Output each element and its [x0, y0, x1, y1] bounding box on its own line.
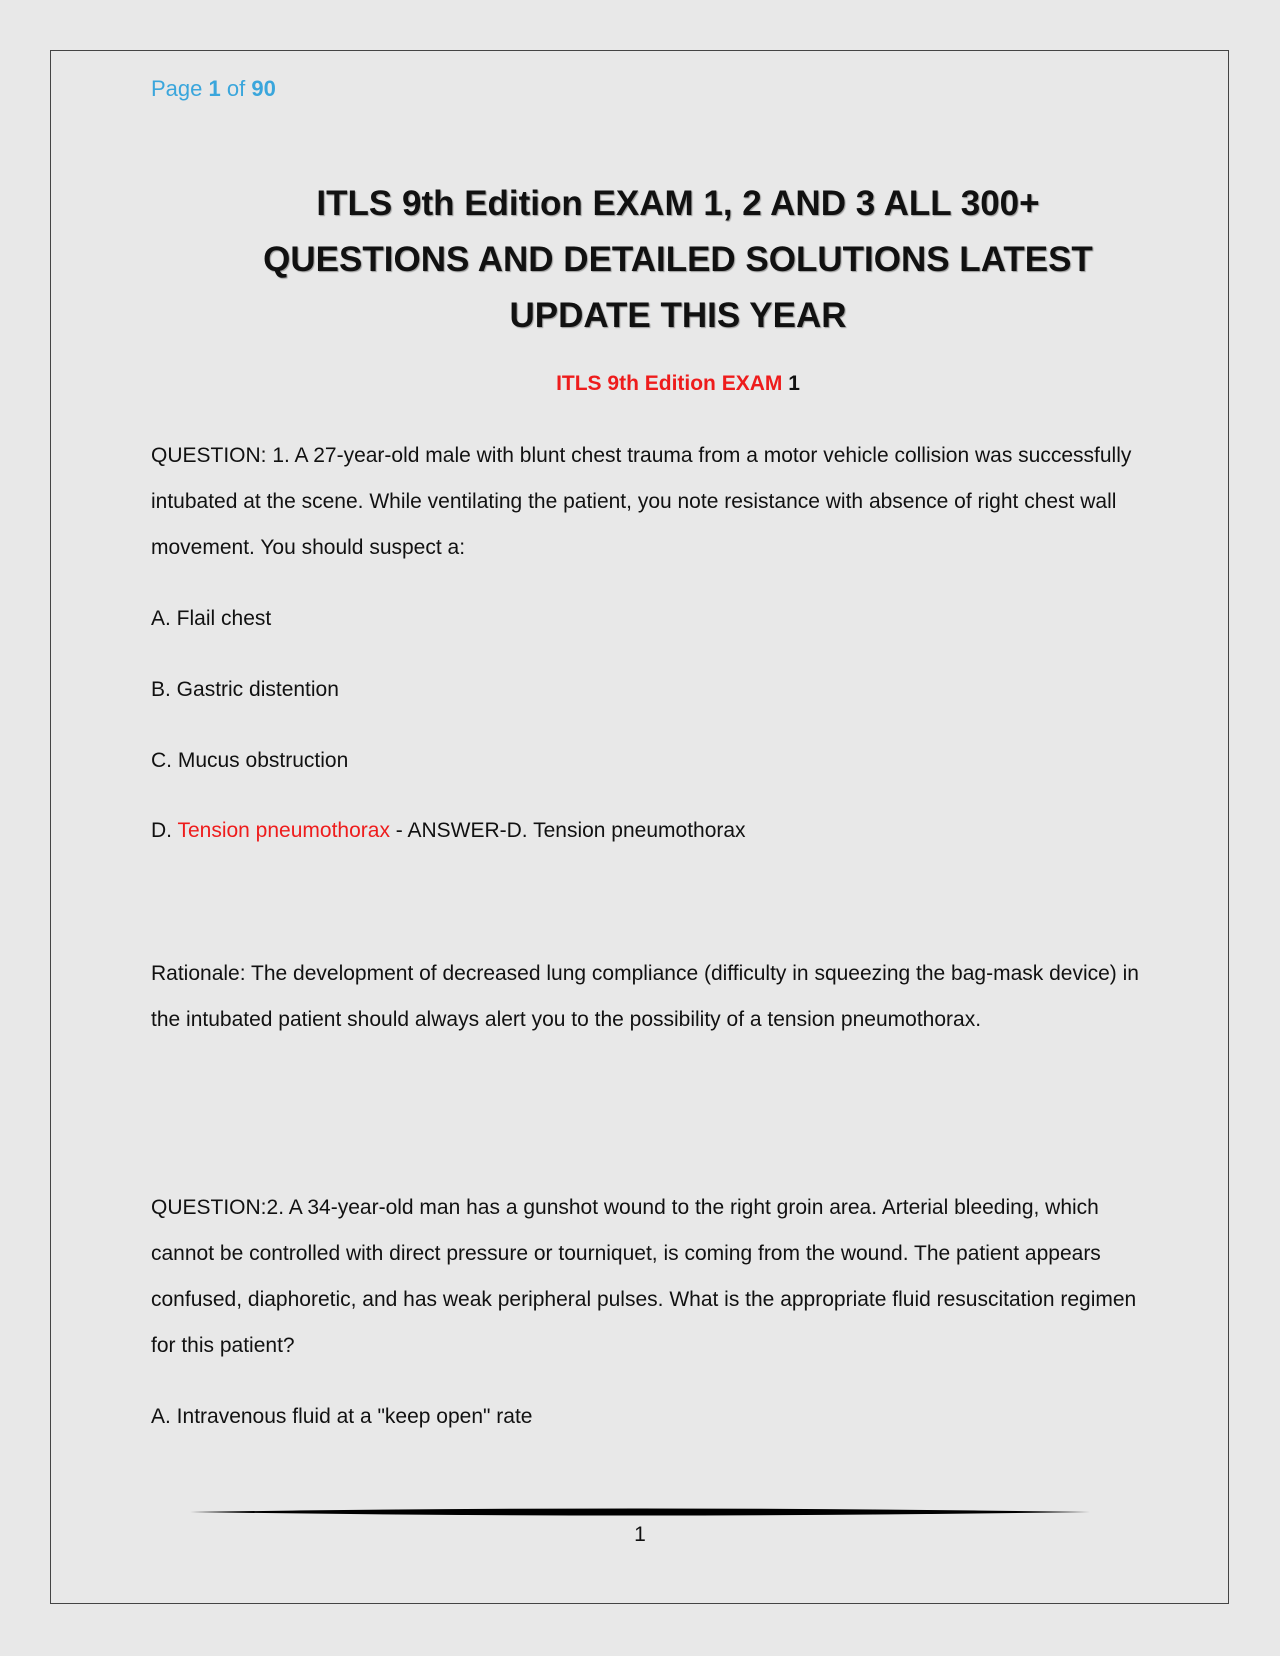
- footer-page-number: 1: [634, 1523, 646, 1546]
- title-line-1: ITLS 9th Edition EXAM 1, 2 AND 3 ALL 300+: [316, 184, 1040, 223]
- option-d-answer: - ANSWER-D. Tension pneumothorax: [395, 819, 746, 842]
- title-line-2: QUESTIONS AND DETAILED SOLUTIONS LATEST: [263, 240, 1093, 279]
- page-counter: [151, 76, 276, 102]
- exam-heading-number: 1: [788, 372, 800, 395]
- footer-divider: [190, 1505, 1090, 1519]
- question-1-rationale: Rationale: The development of decreased lung compliance (difficulty in squeezing the bag-mask device) in the intubated patient should always alert you to the possibility of a tension pneumothorax.: [151, 962, 1139, 1031]
- title-line-3: UPDATE THIS YEAR: [509, 296, 847, 335]
- question-1-option-b: B. Gastric distention: [151, 678, 339, 701]
- question-2-text: QUESTION:2. A 34-year-old man has a gunshot wound to the right groin area. Arterial bleeding, which cannot be controlled with direct pressure or tourniquet, is coming from the wound. The patient appears confused, diaphoretic, and has weak peripheral pulses. What is the appropriate fluid resuscitation regimen for this patient?: [151, 1196, 1137, 1357]
- page-of: of: [226, 76, 246, 101]
- exam-heading: [200, 372, 1156, 396]
- option-d-highlight: Tension pneumothorax: [177, 819, 390, 842]
- page-word: Page: [151, 76, 203, 101]
- question-1-text: QUESTION: 1. A 27-year-old male with blunt chest trauma from a motor vehicle collision was successfully intubated at the scene. While ventilating the patient, you note resistance with absence of right chest wall movement. You should suspect a:: [151, 444, 1132, 559]
- question-1-option-d: [151, 808, 1141, 854]
- question-1-option-a: A. Flail chest: [151, 607, 272, 630]
- page-current: 1: [208, 76, 221, 101]
- document-title: [200, 176, 1156, 344]
- option-d-prefix: D.: [151, 819, 172, 842]
- exam-heading-label: ITLS 9th Edition EXAM: [556, 372, 783, 395]
- question-1-option-c: C. Mucus obstruction: [151, 749, 349, 772]
- page-total: 90: [251, 76, 276, 101]
- question-2-option-a: A. Intravenous fluid at a "keep open" rate: [151, 1405, 533, 1428]
